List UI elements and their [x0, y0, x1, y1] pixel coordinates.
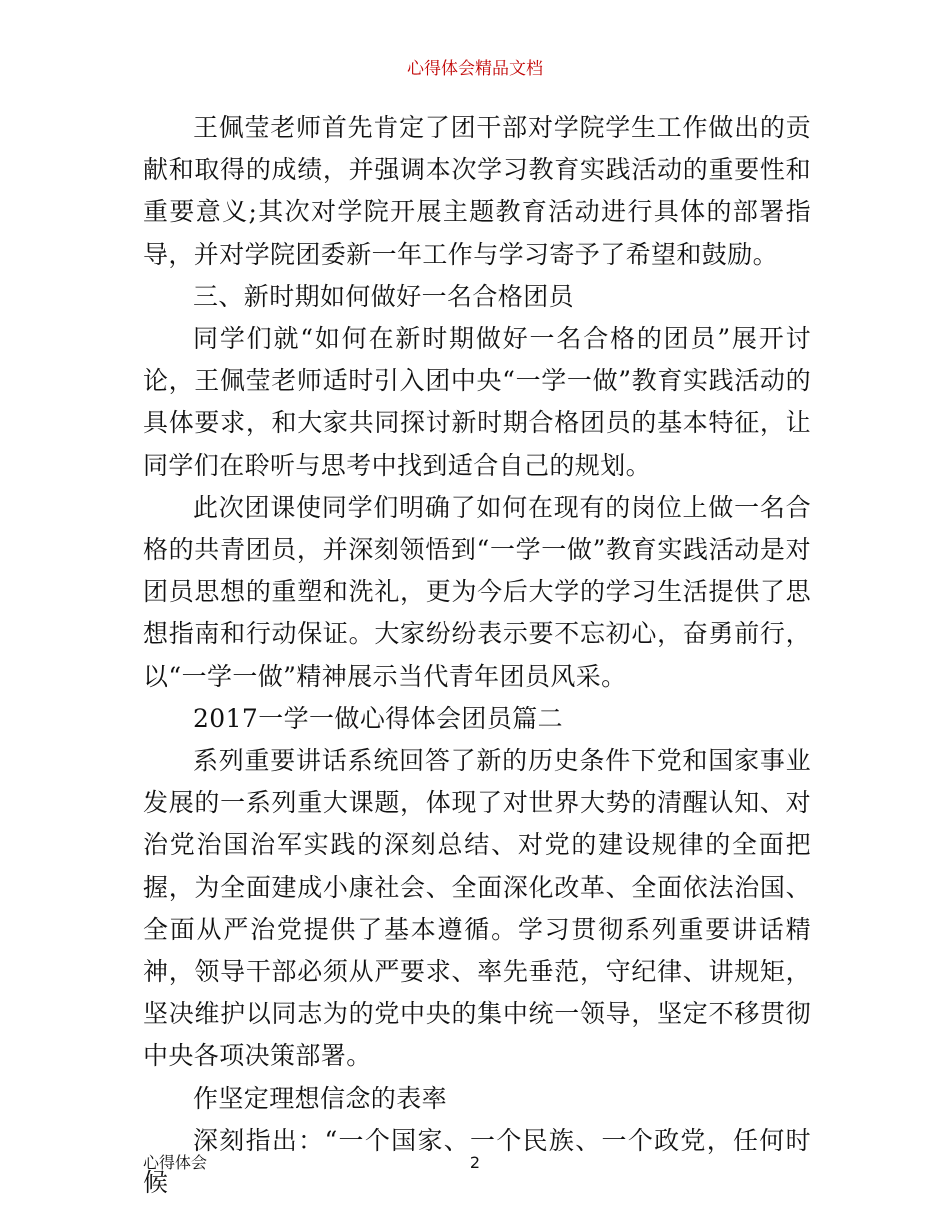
paragraph: 深刻指出：“一个国家、一个民族、一个政党，任何时候 [143, 1125, 811, 1198]
paragraph: 王佩莹老师首先肯定了团干部对学院学生工作做出的贡献和取得的成绩，并强调本次学习教育实践活动的重要性和重要意义;其次对学院开展主题教育活动进行具体的部署指导，并对学院团委新一年工作与学习寄予了希望和鼓励。 [143, 113, 811, 269]
page-header-title: 心得体会精品文档 [407, 59, 543, 79]
section-heading: 作坚定理想信念的表率 [193, 1083, 448, 1113]
section-heading: 三、新时期如何做好一名合格团员 [193, 281, 575, 311]
footer-label: 心得体会 [143, 1153, 208, 1172]
section-heading: 2017一学一做心得体会团员篇二 [193, 703, 564, 733]
paragraph: 同学们就“如何在新时期做好一名合格的团员”展开讨论，王佩莹老师适时引入团中央“一学一做”教育实践活动的具体要求，和大家共同探讨新时期合格团员的基本特征，让同学们在聆听与思考中找到适合自己的规划。 [143, 324, 811, 480]
document-body [143, 107, 811, 1204]
page-number: 2 [469, 1153, 481, 1172]
paragraph: 系列重要讲话系统回答了新的历史条件下党和国家事业发展的一系列重大课题，体现了对世界大势的清醒认知、对治党治国治军实践的深刻总结、对党的建设规律的全面把握，为全面建成小康社会、全面深化改革、全面依法治国、全面从严治党提供了基本遵循。学习贯彻系列重要讲话精神，领导干部必须从严要求、率先垂范，守纪律、讲规矩，坚决维护以同志为的党中央的集中统一领导，坚定不移贯彻中央各项决策部署。 [143, 746, 811, 1071]
paragraph: 此次团课使同学们明确了如何在现有的岗位上做一名合格的共青团员，并深刻领悟到“一学一做”教育实践活动是对团员思想的重塑和洗礼，更为今后大学的学习生活提供了思想指南和行动保证。大家纷纷表示要不忘初心，奋勇前行，以“一学一做”精神展示当代青年团员风采。 [143, 492, 811, 691]
